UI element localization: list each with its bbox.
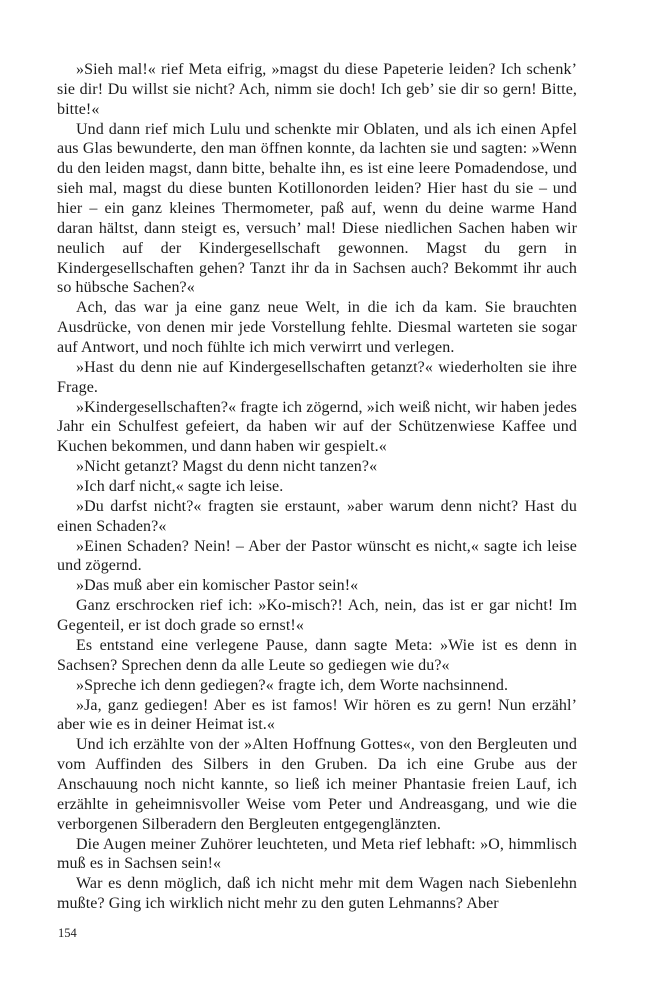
paragraph: Es entstand eine verlegene Pause, dann sagte Meta: »Wie ist es denn in Sachsen? Sprechen denn da alle Leute so gediegen wie du?« — [57, 636, 577, 674]
paragraph: »Hast du denn nie auf Kindergesellschaften getanzt?« wiederholten sie ihre Frage. — [57, 358, 577, 396]
paragraph: »Du darfst nicht?« fragten sie erstaunt, »aber warum denn nicht? Hast du einen Schaden?« — [57, 497, 577, 535]
paragraph: Und ich erzählte von der »Alten Hoffnung Gottes«, von den Bergleuten und vom Auffinden des Silbers in den Gruben. Da ich eine Grube aus der Anschauung noch nicht kannte, so ließ ich meiner Phantasie freien Lauf, ich erzählte in geheimnisvoller Weise vom Peter und Andreasgang, und wie die verborgenen Silberadern den Bergleuten entgegenglänzten. — [57, 736, 577, 833]
paragraph: War es denn möglich, daß ich nicht mehr mit dem Wagen nach Siebenlehn mußte? Ging ich wirklich nicht mehr zu den guten Lehmanns? Aber — [57, 875, 577, 913]
page-number: 154 — [58, 926, 77, 940]
paragraph: »Nicht getanzt? Magst du denn nicht tanzen?« — [76, 458, 378, 476]
paragraph: Ganz erschrocken rief ich: »Ko-misch?! Ach, nein, das ist er gar nicht! Im Gegenteil, er ist doch grade so ernst!« — [57, 597, 577, 635]
paragraph: »Das muß aber ein komischer Pastor sein!« — [76, 577, 359, 595]
paragraph: »Sieh mal!« rief Meta eifrig, »magst du diese Papeterie leiden? Ich schenk’ sie dir! Du willst sie nicht? Ach, nimm sie doch! Ich geb’ sie dir so gern! Bitte, bitte!« — [57, 61, 577, 118]
paragraph: Ach, das war ja eine ganz neue Welt, in die ich da kam. Sie brauchten Ausdrücke, von denen mir jede Vorstellung fehlte. Diesmal warteten sie sogar auf Antwort, und noch fühlte ich mich verwirrt und verlegen. — [57, 299, 577, 357]
paragraph: »Ich darf nicht,« sagte ich leise. — [76, 478, 284, 496]
text-block — [57, 60, 577, 914]
paragraph: Die Augen meiner Zuhörer leuchteten, und Meta rief lebhaft: »O, himmlisch muß es in Sachsen sein!« — [57, 835, 577, 873]
paragraph: »Einen Schaden? Nein! – Aber der Pastor wünscht es nicht,« sagte ich leise und zögernd. — [57, 537, 577, 575]
paragraph: »Ja, ganz gediegen! Aber es ist famos! Wir hören es zu gern! Nun erzähl’ aber wie es in deiner Heimat ist.« — [57, 696, 577, 734]
paragraph: Und dann rief mich Lulu und schenkte mir Oblaten, und als ich einen Apfel aus Glas bewunderte, den man öffnen konnte, da lachten sie und sagten: »Wenn du den leiden magst, dann bitte, behalte ihn, es ist eine leere Pomadendose, und sieh mal, magst du diese bunten Kotillonorden leiden? Hier hast du sie – und hier – ein ganz kleines Thermometer, paß auf, wenn du deine warme Hand daran hältst, dann steigt es, versuch’ mal! Diese niedlichen Sachen haben wir neulich auf der Kindergesellschaft gewonnen. Magst du gern in Kindergesellschaften gehen? Tanzt ihr da in Sachsen auch? Bekommt ihr auch so hübsche Sachen?« — [57, 120, 577, 297]
paragraph: »Spreche ich denn gediegen?« fragte ich, dem Worte nachsinnend. — [76, 676, 509, 694]
paragraph: »Kindergesellschaften?« fragte ich zögernd, »ich weiß nicht, wir haben jedes Jahr ein Schulfest gefeiert, da haben wir auf der Schützenwiese Kaffee und Kuchen bekommen, und dann haben wir gespielt.« — [57, 398, 577, 456]
